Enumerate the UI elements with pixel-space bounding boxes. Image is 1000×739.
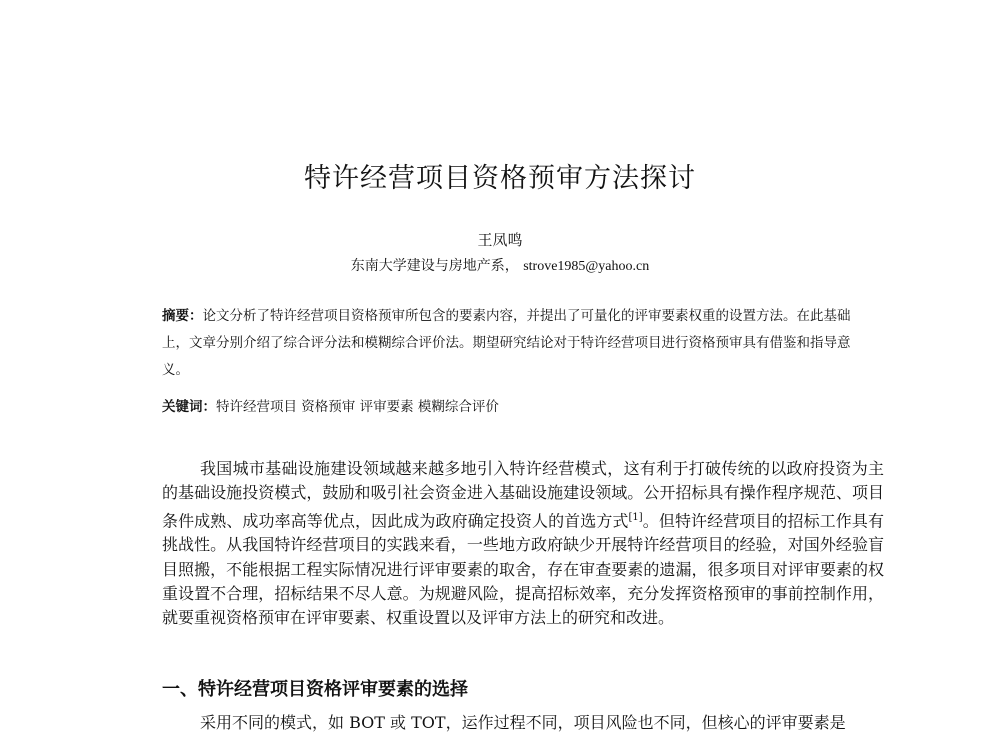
keywords-text: 特许经营项目 资格预审 评审要素 模糊综合评价 xyxy=(216,399,499,415)
intro-text-before-ref: 我国城市基础设施建设领域越来越多地引入特许经营模式，这有利于打破传统的以政府投资为主的基础设施投资模式，鼓励和吸引社会资金进入基础设施建设领域。公开招标具有操作程序规范、项目条件成熟、成功率高等优点，因此成为政府确定投资人的首选方式 xyxy=(162,459,884,530)
citation-ref: [1] xyxy=(628,511,643,523)
abstract-label: 摘要： xyxy=(162,308,203,324)
keywords xyxy=(162,395,852,415)
section-heading: 一、特许经营项目资格评审要素的选择 xyxy=(162,679,468,700)
abstract xyxy=(162,303,852,384)
section-first-line: 采用不同的模式，如 BOT 或 TOT，运作过程不同，项目风险也不同，但核心的评审要素是 xyxy=(200,713,846,732)
author-affiliation xyxy=(0,255,1000,275)
paper-title: 特许经营项目资格预审方法探讨 xyxy=(304,163,696,194)
intro-paragraph xyxy=(162,457,884,630)
intro-text-after-ref: 。但特许经营项目的招标工作具有挑战性。从我国特许经营项目的实践来看，一些地方政府缺少开展特许经营项目的经验，对国外经验盲目照搬，不能根据工程实际情况进行评审要素的取舍，存在审查要素的遗漏，很多项目对评审要素的权重设置不合理，招标结果不尽人意。为规避风险，提高招标效率，充分发挥资格预审的事前控制作用，就要重视资格预审在评审要素、权重设置以及评审方法上的研究和改进。 xyxy=(162,510,884,628)
affiliation-text: 东南大学建设与房地产系， xyxy=(350,258,519,274)
keywords-label: 关键词： xyxy=(162,399,216,415)
author-email: strove1985@yahoo.cn xyxy=(523,259,650,274)
author-name: 王凤鸣 xyxy=(477,231,523,249)
abstract-text: 论文分析了特许经营项目资格预审所包含的要素内容，并提出了可量化的评审要素权重的设置方法。在此基础上，文章分别介绍了综合评分法和模糊综合评价法。期望研究结论对于特许经营项目进行资格预审具有借鉴和指导意义。 xyxy=(162,308,851,378)
